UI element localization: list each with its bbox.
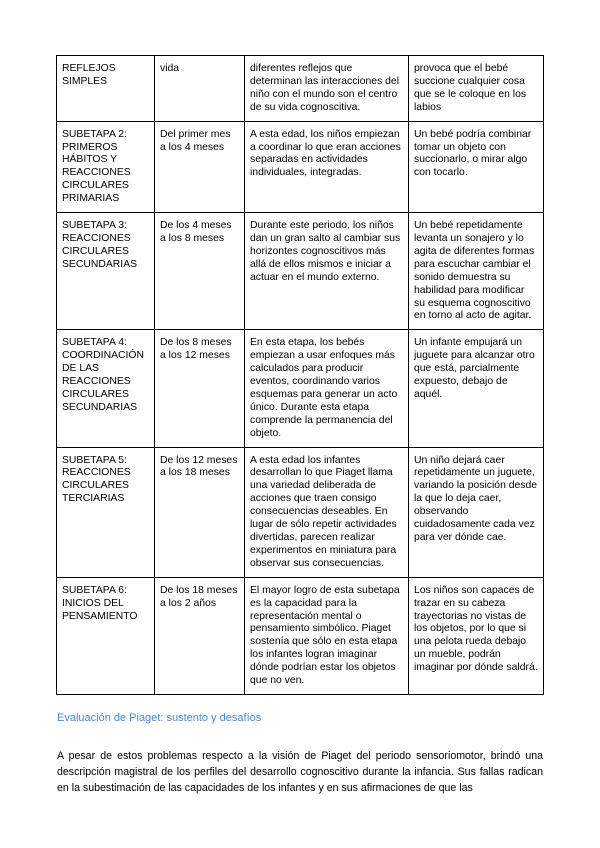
stage-cell: REFLEJOS SIMPLES	[57, 56, 155, 122]
body-paragraph: A pesar de estos problemas respecto a la visión de Piaget del periodo sensoriomotor, brindó una descripción magistral de los perfiles del desarrollo cognoscitivo durante la infancia. Sus fallas radican en la subestimación de las capacidades de los infantes y en sus afirmaciones de que las	[57, 749, 543, 795]
table-row	[57, 447, 544, 577]
age-cell: De los 12 meses a los 18 meses	[155, 447, 245, 577]
stage-cell: SUBETAPA 4: COORDINACIÓN DE LAS REACCIONES CIRCULARES SECUNDARIAS	[57, 330, 155, 447]
description-cell: diferentes reflejos que determinan las interacciones del niño con el mundo son el centro de su vida cognoscitiva.	[245, 56, 409, 122]
example-cell: Un infante empujará un juguete para alcanzar otro que está, parcialmente expuesto, debajo de aquél.	[409, 330, 544, 447]
example-cell: Un bebé repetidamente levanta un sonajero y lo agita de diferentes formas para escuchar cambiar el sonido demuestra su habilidad para modificar su esquema cognoscitivo en torno al acto de agitar.	[409, 213, 544, 330]
table-row	[57, 330, 544, 447]
stage-cell: SUBETAPA 3: REACCIONES CIRCULARES SECUNDARIAS	[57, 213, 155, 330]
table-row	[57, 121, 544, 212]
age-cell: vida	[155, 56, 245, 122]
description-cell: En esta etapa, los bebés empiezan a usar enfoques más calculados para producir eventos, coordinando varios esquemas para generar un acto único. Durante esta etapa comprende la permanencia del objeto.	[245, 330, 409, 447]
example-cell: Los niños son capaces de trazar en su cabeza trayectorias no vistas de los objetos, por lo que si una pelota rueda debajo un mueble, podrán imaginar por dónde saldrá.	[409, 577, 544, 694]
age-cell: De los 8 meses a los 12 meses	[155, 330, 245, 447]
section-heading: Evaluación de Piaget: sustento y desafíos	[57, 712, 262, 724]
table-row	[57, 213, 544, 330]
example-cell: Un niño dejará caer repetidamente un juguete, variando la posición desde la que lo deja caer, observando cuidadosamente cada vez para ver dónde cae.	[409, 447, 544, 577]
example-cell: Un bebé podría combinar tomar un objeto con succionarlo, o mirar algo con tocarlo.	[409, 121, 544, 212]
stage-cell: SUBETAPA 2: PRIMEROS HÁBITOS Y REACCIONES CIRCULARES PRIMARIAS	[57, 121, 155, 212]
age-cell: De los 18 meses a los 2 años	[155, 577, 245, 694]
piaget-stages-table	[56, 55, 544, 695]
description-cell: El mayor logro de esta subetapa es la capacidad para la representación mental o pensamiento simbólico. Piaget sostenía que sólo en esta etapa los infantes logran imaginar dónde podrían estar los objetos que no ven.	[245, 577, 409, 694]
example-cell: provoca que el bebé succione cualquier cosa que se le coloque en los labios	[409, 56, 544, 122]
age-cell: Del primer mes a los 4 meses	[155, 121, 245, 212]
description-cell: A esta edad los infantes desarrollan lo que Piaget llama una variedad deliberada de acciones que traen consigo consecuencias deseables. En lugar de sólo repetir actividades divertidas, parecen realizar experimentos en miniatura para observar sus consecuencias.	[245, 447, 409, 577]
stage-cell: SUBETAPA 5: REACCIONES CIRCULARES TERCIARIAS	[57, 447, 155, 577]
stage-cell: SUBETAPA 6: INICIOS DEL PENSAMIENTO	[57, 577, 155, 694]
table-row	[57, 577, 544, 694]
table-row	[57, 56, 544, 122]
description-cell: Durante este periodo, los niños dan un gran salto al cambiar sus horizontes cognoscitivos más allá de ellos mismos e iniciar a actuar en el mundo externo.	[245, 213, 409, 330]
age-cell: De los 4 meses a los 8 meses	[155, 213, 245, 330]
description-cell: A esta edad, los niños empiezan a coordinar lo que eran acciones separadas en actividades individuales, integradas.	[245, 121, 409, 212]
